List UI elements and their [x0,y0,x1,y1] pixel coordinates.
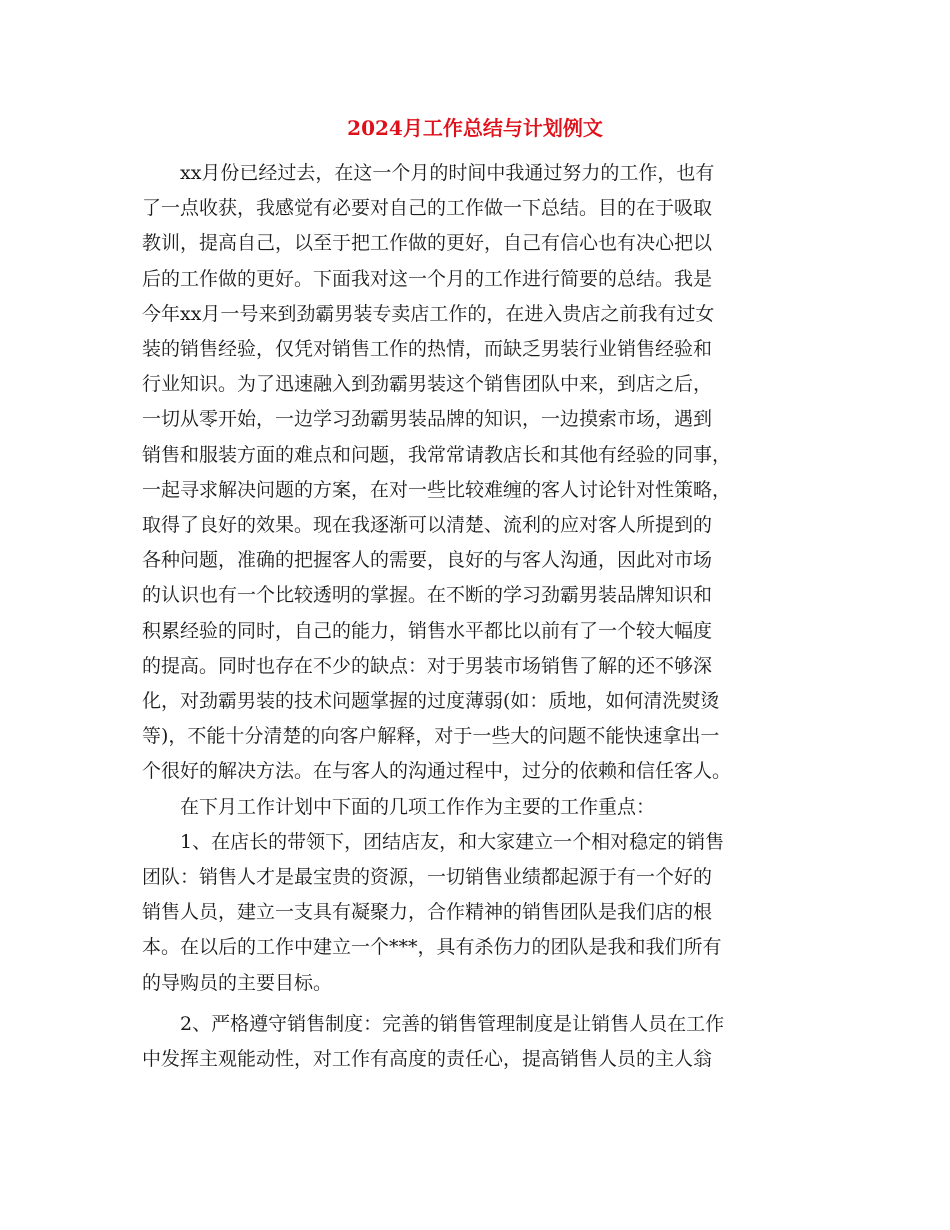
text-line: 的提高。同时也存在不少的缺点：对于男装市场销售了解的还不够深 [142,654,713,677]
text-line: 今年xx月一号来到劲霸男装专卖店工作的，在进入贵店之前我有过女 [142,302,715,325]
text-line: 一起寻求解决问题的方案，在对一些比较难缠的客人讨论针对性策略， [142,478,732,501]
text-line: 后的工作做的更好。下面我对这一个月的工作进行简要的总结。我是 [142,267,713,290]
document-body [142,156,810,1077]
paragraph-3 [142,825,810,1001]
text-line: 化，对劲霸男装的技术问题掌握的过度薄弱(如：质地，如何清洗熨烫 [142,690,720,713]
text-line: 销售人员，建立一支具有凝聚力，合作精神的销售团队是我们店的根 [142,901,713,924]
document-title: 2024月工作总结与计划例文 [347,116,603,140]
text-line: 1、在店长的带领下，团结店友，和大家建立一个相对稳定的销售 [180,830,725,853]
text-line: 一切从零开始，一边学习劲霸男装品牌的知识，一边摸索市场，遇到 [142,408,713,431]
text-line: 本。在以后的工作中建立一个***，具有杀伤力的团队是我和我们所有 [142,936,722,959]
text-line: 等)，不能十分清楚的向客户解释，对于一些大的问题不能快速拿出一 [142,725,720,748]
text-line: 销售和服装方面的难点和问题，我常常请教店长和其他有经验的同事， [142,443,732,466]
text-line: 在下月工作计划中下面的几项工作作为主要的工作重点： [180,795,656,818]
text-line: 各种问题，准确的把握客人的需要，良好的与客人沟通，因此对市场 [142,549,713,572]
paragraph-2 [142,790,810,825]
text-line: 装的销售经验，仅凭对销售工作的热情，而缺乏男装行业销售经验和 [142,338,713,361]
text-line: xx月份已经过去，在这一个月的时间中我通过努力的工作，也有 [180,162,715,184]
text-line: 2、严格遵守销售制度：完善的销售管理制度是让销售人员在工作 [180,1012,725,1035]
text-line: 积累经验的同时，自己的能力，销售水平都比以前有了一个较大幅度 [142,619,713,642]
paragraph-1 [142,156,810,790]
text-line: 的导购员的主要目标。 [142,971,333,994]
paragraph-4 [142,1007,810,1077]
text-line: 中发挥主观能动性，对工作有高度的责任心，提高销售人员的主人翁 [142,1048,713,1071]
text-line: 个很好的解决方法。在与客人的沟通过程中，过分的依赖和信任客人。 [142,760,732,783]
text-line: 行业知识。为了迅速融入到劲霸男装这个销售团队中来，到店之后， [142,373,713,396]
text-line: 了一点收获，我感觉有必要对自己的工作做一下总结。目的在于吸取 [142,197,713,220]
text-line: 的认识也有一个比较透明的掌握。在不断的学习劲霸男装品牌知识和 [142,584,713,607]
text-line: 教训，提高自己，以至于把工作做的更好，自己有信心也有决心把以 [142,232,713,255]
text-line: 团队：销售人才是最宝贵的资源，一切销售业绩都起源于有一个好的 [142,866,713,889]
text-line: 取得了良好的效果。现在我逐渐可以清楚、流利的应对客人所提到的 [142,514,713,537]
